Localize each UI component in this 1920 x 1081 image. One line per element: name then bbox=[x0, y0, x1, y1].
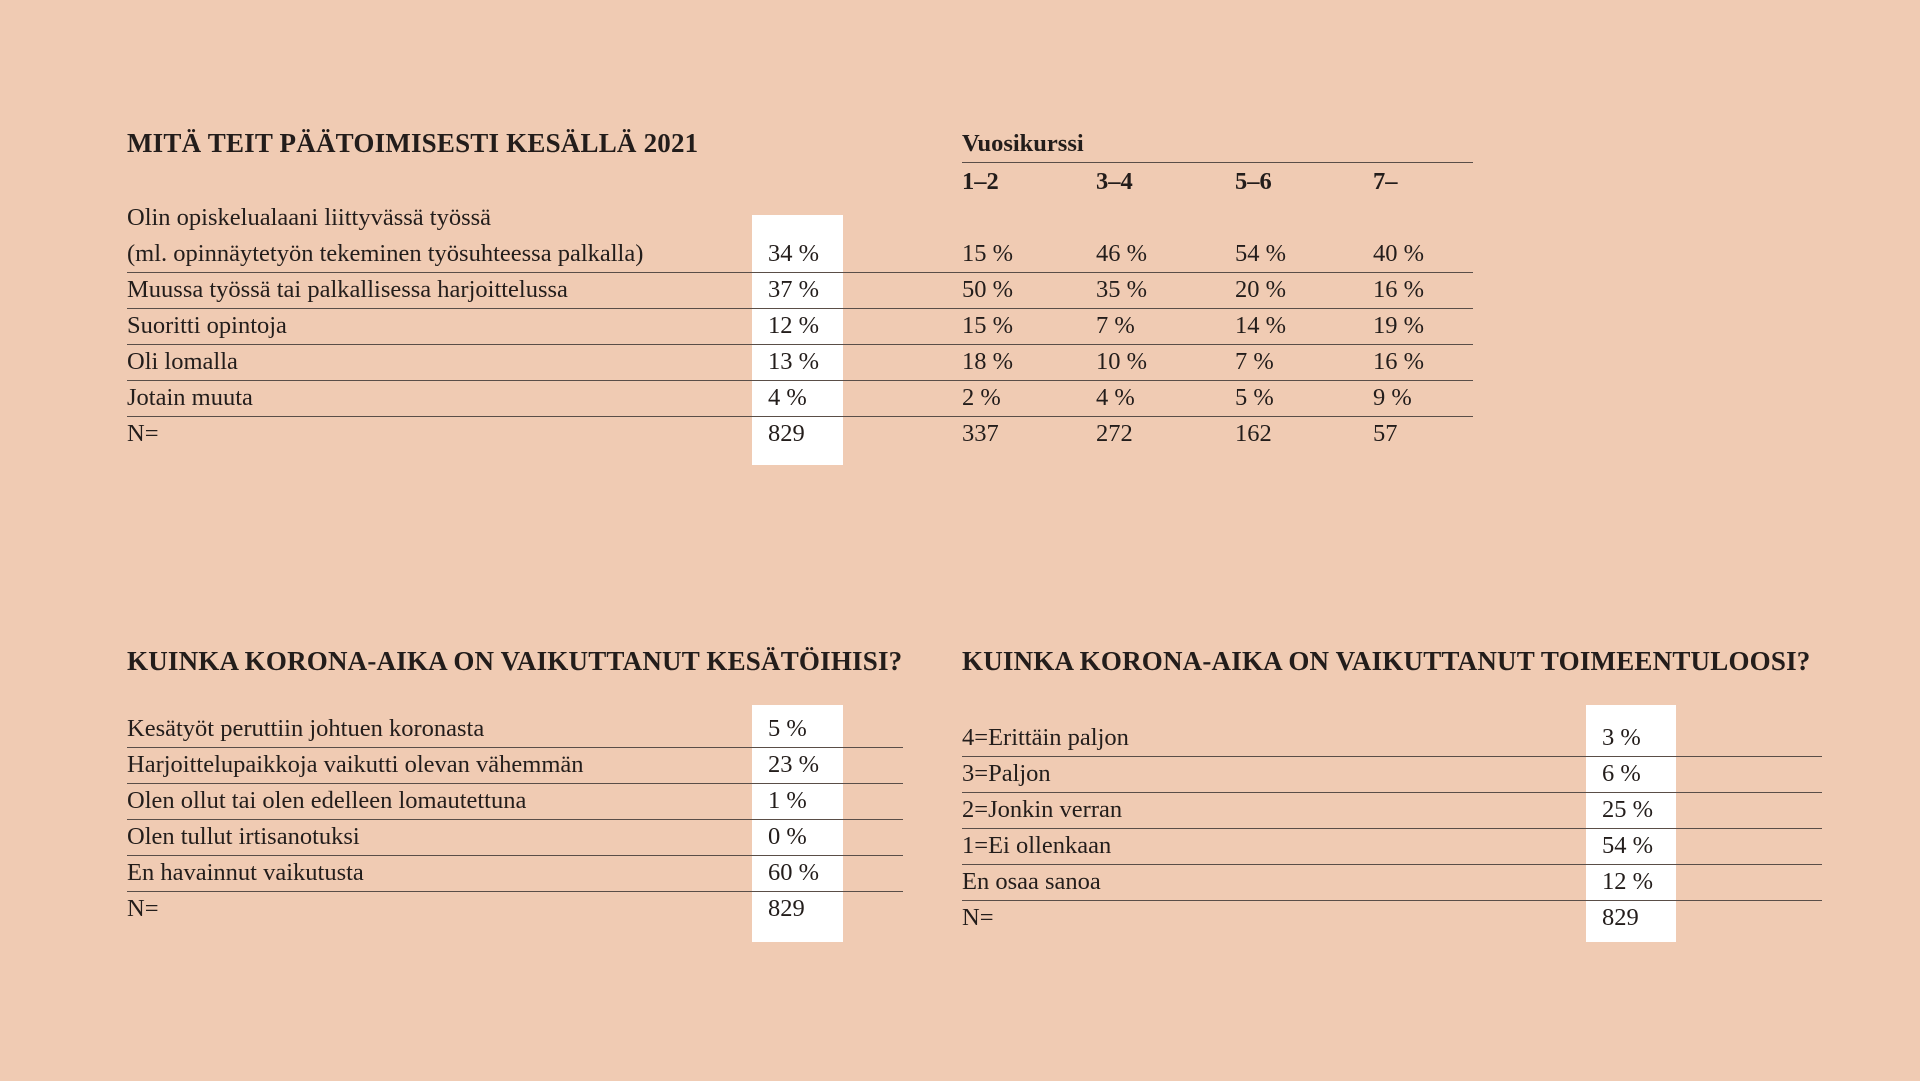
row-label: Muussa työssä tai palkallisessa harjoittelussa bbox=[127, 276, 568, 303]
row-label: Olen tullut irtisanotuksi bbox=[127, 823, 360, 850]
total-value: 37 % bbox=[768, 276, 820, 303]
value-5-6: 5 % bbox=[1235, 384, 1274, 411]
table-row bbox=[127, 783, 903, 820]
value-1-2: 50 % bbox=[962, 276, 1014, 303]
value-3-4: 46 % bbox=[1096, 240, 1148, 267]
total-value: 12 % bbox=[768, 312, 820, 339]
table-row bbox=[127, 308, 1473, 345]
value-1-2: 15 % bbox=[962, 312, 1014, 339]
value-5-6: 162 bbox=[1235, 420, 1272, 447]
row-value: 23 % bbox=[768, 751, 820, 778]
table-row bbox=[127, 236, 1473, 273]
table-row bbox=[127, 272, 1473, 309]
table-row bbox=[127, 819, 903, 856]
value-5-6: 54 % bbox=[1235, 240, 1287, 267]
row-value: 3 % bbox=[1602, 724, 1641, 751]
row-value: 25 % bbox=[1602, 796, 1654, 823]
row-value: 0 % bbox=[768, 823, 807, 850]
table-row bbox=[962, 864, 1822, 901]
table-title: MITÄ TEIT PÄÄTOIMISESTI KESÄLLÄ 2021 bbox=[127, 128, 699, 158]
row-value: 6 % bbox=[1602, 760, 1641, 787]
table-row bbox=[127, 711, 903, 748]
value-1-2: 337 bbox=[962, 420, 999, 447]
value-5-6: 7 % bbox=[1235, 348, 1274, 375]
row-value: 5 % bbox=[768, 715, 807, 742]
row-label: En osaa sanoa bbox=[962, 868, 1101, 895]
row-label: Kesätyöt peruttiin johtuen koronasta bbox=[127, 715, 485, 742]
row-label: N= bbox=[127, 420, 159, 447]
value-3-4: 4 % bbox=[1096, 384, 1135, 411]
value-7: 16 % bbox=[1373, 348, 1425, 375]
table-row bbox=[127, 747, 903, 784]
row-label: Suoritti opintoja bbox=[127, 312, 287, 339]
row-label: Oli lomalla bbox=[127, 348, 238, 375]
total-value: 4 % bbox=[768, 384, 807, 411]
value-3-4: 7 % bbox=[1096, 312, 1135, 339]
table-row-n bbox=[127, 416, 1473, 452]
total-value: 829 bbox=[768, 420, 805, 447]
group-header-rule bbox=[962, 162, 1473, 163]
row-label: N= bbox=[962, 904, 994, 931]
value-7: 19 % bbox=[1373, 312, 1425, 339]
value-3-4: 272 bbox=[1096, 420, 1133, 447]
value-7: 40 % bbox=[1373, 240, 1425, 267]
table-row bbox=[962, 828, 1822, 865]
row-value: 12 % bbox=[1602, 868, 1654, 895]
row-value: 829 bbox=[1602, 904, 1639, 931]
row-value: 60 % bbox=[768, 859, 820, 886]
column-header: 5–6 bbox=[1235, 168, 1272, 195]
table-row bbox=[127, 344, 1473, 381]
row-label: 4=Erittäin paljon bbox=[962, 724, 1129, 751]
table-row bbox=[962, 720, 1822, 757]
table-title: KUINKA KORONA-AIKA ON VAIKUTTANUT KESÄTÖIHISI? bbox=[127, 646, 903, 676]
table-title: KUINKA KORONA-AIKA ON VAIKUTTANUT TOIMEENTULOOSI? bbox=[962, 646, 1811, 676]
row-label: 3=Paljon bbox=[962, 760, 1051, 787]
value-1-2: 15 % bbox=[962, 240, 1014, 267]
value-1-2: 18 % bbox=[962, 348, 1014, 375]
value-3-4: 35 % bbox=[1096, 276, 1148, 303]
row-value: 1 % bbox=[768, 787, 807, 814]
row-label: 2=Jonkin verran bbox=[962, 796, 1123, 823]
value-7: 16 % bbox=[1373, 276, 1425, 303]
table-row bbox=[962, 792, 1822, 829]
row-label: N= bbox=[127, 895, 159, 922]
group-header: Vuosikurssi bbox=[962, 130, 1084, 157]
value-5-6: 14 % bbox=[1235, 312, 1287, 339]
value-7: 9 % bbox=[1373, 384, 1412, 411]
table-row-n bbox=[962, 900, 1822, 936]
column-header: 7– bbox=[1373, 168, 1398, 195]
value-5-6: 20 % bbox=[1235, 276, 1287, 303]
row-value: 54 % bbox=[1602, 832, 1654, 859]
row-label-line1: Olin opiskelualaani liittyvässä työssä bbox=[127, 204, 492, 231]
value-3-4: 10 % bbox=[1096, 348, 1148, 375]
value-1-2: 2 % bbox=[962, 384, 1001, 411]
table-row-n bbox=[127, 891, 903, 927]
column-header: 1–2 bbox=[962, 168, 999, 195]
row-label: En havainnut vaikutusta bbox=[127, 859, 364, 886]
row-label: Olen ollut tai olen edelleen lomautettuna bbox=[127, 787, 527, 814]
row-value: 829 bbox=[768, 895, 805, 922]
total-value: 13 % bbox=[768, 348, 820, 375]
table-row bbox=[127, 380, 1473, 417]
row-label: 1=Ei ollenkaan bbox=[962, 832, 1112, 859]
column-header: 3–4 bbox=[1096, 168, 1133, 195]
table-row bbox=[127, 855, 903, 892]
value-7: 57 bbox=[1373, 420, 1398, 447]
row-label: Jotain muuta bbox=[127, 384, 253, 411]
row-label: Harjoittelupaikkoja vaikutti olevan vähemmän bbox=[127, 751, 584, 778]
table-row bbox=[962, 756, 1822, 793]
row-label: (ml. opinnäytetyön tekeminen työsuhteessa palkalla) bbox=[127, 240, 644, 267]
total-value: 34 % bbox=[768, 240, 820, 267]
